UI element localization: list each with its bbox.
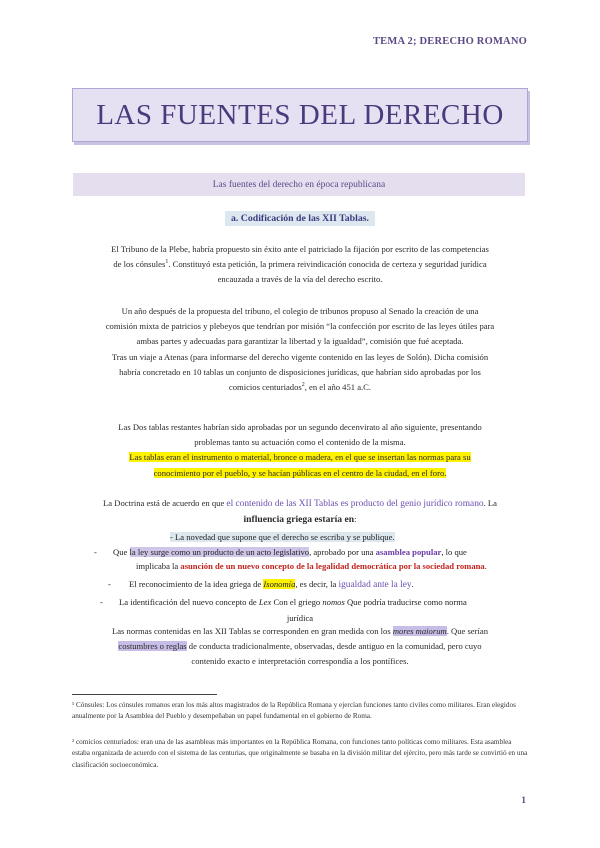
bullet-2-h: . bbox=[484, 561, 487, 571]
bullet-2-b: la ley surge como un producto de un acto legislativo bbox=[129, 547, 310, 557]
paragraph-3 bbox=[72, 420, 528, 481]
subsection-heading-text: a. Codificación de las XII Tablas. bbox=[225, 211, 375, 226]
p2-line-e: habría concretado en 10 tablas un conjunto de disposiciones jurídicas, que habrían sido aprobadas por los bbox=[119, 366, 481, 377]
p2-line-a: Un año después de la propuesta del tribuno, el colegio de tribunos propuso al Senado la creación de una bbox=[121, 306, 479, 316]
p2-line-c: ambas partes y adecuadas para garantizar la libertad y la igualdad”, comisión que fué aceptada. bbox=[136, 336, 464, 347]
bullet-1 bbox=[170, 530, 600, 544]
bullet-3-dash: - bbox=[108, 579, 111, 589]
p3-highlight-d: conocimiento por el pueblo, y se hacían públicas en el centro de la ciudad, en el foro. bbox=[153, 467, 447, 478]
p2-line-f bbox=[72, 380, 528, 395]
bullet-2-dash: - bbox=[94, 547, 97, 557]
subsection-heading bbox=[0, 208, 600, 226]
p4-a3: . La bbox=[483, 498, 497, 508]
paragraph-2 bbox=[72, 304, 528, 395]
bullet-3-e: . bbox=[411, 579, 414, 589]
footnote-ref-1[interactable]: 1 bbox=[165, 259, 169, 266]
paragraph-1 bbox=[72, 242, 528, 288]
p1-line-a: El Tribuno de la Plebe, habría propuesto sin éxito ante el patriciado la fijación por escrito de las competencias bbox=[111, 244, 489, 254]
bullet-2-f: implicaba la bbox=[136, 561, 181, 571]
bullet-3 bbox=[108, 577, 564, 592]
p4-a2: el contenido de las XII Tablas es producto del genio jurídico romano bbox=[226, 499, 484, 509]
page-title: LAS FUENTES DEL DERECHO bbox=[96, 98, 504, 131]
p3-line-c bbox=[72, 450, 528, 465]
p3-line-b: problemas tanto su actuación como el contenido de la misma. bbox=[194, 437, 406, 448]
footnote-2: ² comicios centuriados: eran una de las asambleas más importantes en la República Romana, con funciones tanto políticas como militares. Esta asamblea estaba organizada de acuerdo con el sistema de las centurias, que originalmente se basaba en la división militar del ejército, pero más tarde se convirtió en una clasificación socioeconómica. bbox=[72, 738, 528, 769]
footnote-ref-2[interactable]: 2 bbox=[301, 382, 305, 389]
p5-b2: de conducta tradicionalmente, observadas, desde antiguo en la comunidad, pero cuyo bbox=[186, 641, 482, 652]
p4-b: influencia griega estaría en bbox=[243, 514, 355, 526]
header-topic: TEMA 2; DERECHO ROMANO bbox=[372, 36, 527, 47]
p4-a1: La Doctrina está de acuerdo en que bbox=[103, 498, 227, 508]
p5-a3: . Que serían bbox=[446, 626, 488, 636]
p1-line-c: encauzada a través de la vía del derecho escrito. bbox=[217, 274, 383, 285]
p5-b1: costumbres o reglas bbox=[118, 641, 187, 652]
bullet-3-a: El reconocimiento de la idea griega de bbox=[129, 579, 264, 589]
p2-f2: , en el año 451 a.C. bbox=[304, 382, 372, 393]
bullet-4-cont bbox=[72, 611, 528, 625]
p2-line-b: comisión mixta de patricios y plebeyos que tendrían por misión “la confección por escrito de las leyes útiles para bbox=[105, 321, 495, 332]
p1-b1: de los cónsules bbox=[113, 259, 166, 270]
bullet-3-c: , es decir, la bbox=[295, 579, 339, 589]
paragraph-4 bbox=[72, 496, 528, 527]
p5-line-a bbox=[72, 624, 528, 639]
bullet-4 bbox=[100, 595, 556, 609]
bullet-2-cont bbox=[136, 559, 592, 573]
bullet-2-g: asunción de un nuevo concepto de la legalidad democrática por la sociedad romana bbox=[180, 561, 485, 571]
footnote-1: ¹ Cónsules: Los cónsules romanos eran los más altos magistrados de la República Romana y ejercían funciones tanto civiles como militares. Eran elegidos anualmente por la Asamblea del Pueblo y desempeñaban un papel fundamental en el gobierno de Roma. bbox=[72, 701, 516, 721]
bullet-2-c: , aprobado por una bbox=[309, 547, 376, 557]
p5-line-b bbox=[72, 639, 528, 654]
bullet-2-e: , lo que bbox=[441, 547, 467, 557]
footnote-separator bbox=[72, 694, 217, 695]
p5-line-c: contenido exacto e interpretación correspondía a los pontífices. bbox=[191, 656, 409, 667]
p2-line-d: Tras un viaje a Atenas (para informarse del derecho vigente contenido en las leyes de Solón). Dicha comisión bbox=[111, 351, 489, 362]
bullet-4-b: Lex bbox=[258, 597, 272, 607]
bullet-4-e: Que podría traducirse como norma bbox=[344, 597, 467, 607]
p2-f1: comicios centuriados bbox=[228, 382, 302, 393]
p3-highlight-c: Las tablas eran el instrumento o material, bronce o madera, en el que se insertan las normas para su bbox=[129, 452, 471, 463]
p5-a1: Las normas contenidas en las XII Tablas se corresponden en gran medida con los bbox=[111, 626, 393, 636]
p1-line-b bbox=[72, 257, 528, 272]
bullet-2-a: Que bbox=[113, 547, 130, 557]
bullet-2 bbox=[94, 545, 550, 559]
bullet-4-dash: - bbox=[100, 597, 103, 607]
p1-b2: . Constituyó esta petición, la primera reivindicación conocida de certeza y seguridad jurídica bbox=[168, 259, 487, 270]
bullet-4-d: nomos bbox=[322, 597, 345, 607]
bullet-4-c: Con el griego bbox=[271, 597, 323, 607]
bullet-4-a: La identificación del nuevo concepto de bbox=[119, 597, 259, 607]
paragraph-5 bbox=[72, 624, 528, 670]
bullet-3-b: Isonomía bbox=[263, 579, 296, 589]
title-box bbox=[72, 88, 528, 142]
section-heading bbox=[73, 173, 525, 196]
bullet-4-f: jurídica bbox=[286, 613, 314, 623]
p3-line-a: Las Dos tablas restantes habrían sido aprobadas por un segundo decenvirato al año siguiente, presentando bbox=[118, 422, 482, 432]
p5-a2: mores maiorum bbox=[392, 626, 447, 636]
p4-line-b bbox=[72, 512, 528, 527]
page-number: 1 bbox=[521, 796, 526, 806]
bullet-2-d: asamblea popular bbox=[375, 547, 442, 557]
p4-line-a bbox=[72, 496, 528, 512]
p3-line-d bbox=[72, 466, 528, 481]
p4-b2: : bbox=[354, 514, 357, 525]
bullet-1-text: - La novedad que supone que el derecho se escriba y se publique. bbox=[170, 532, 395, 542]
section-heading-text: Las fuentes del derecho en época republicana bbox=[212, 179, 386, 190]
bullet-3-d: igualdad ante la ley bbox=[338, 580, 412, 590]
